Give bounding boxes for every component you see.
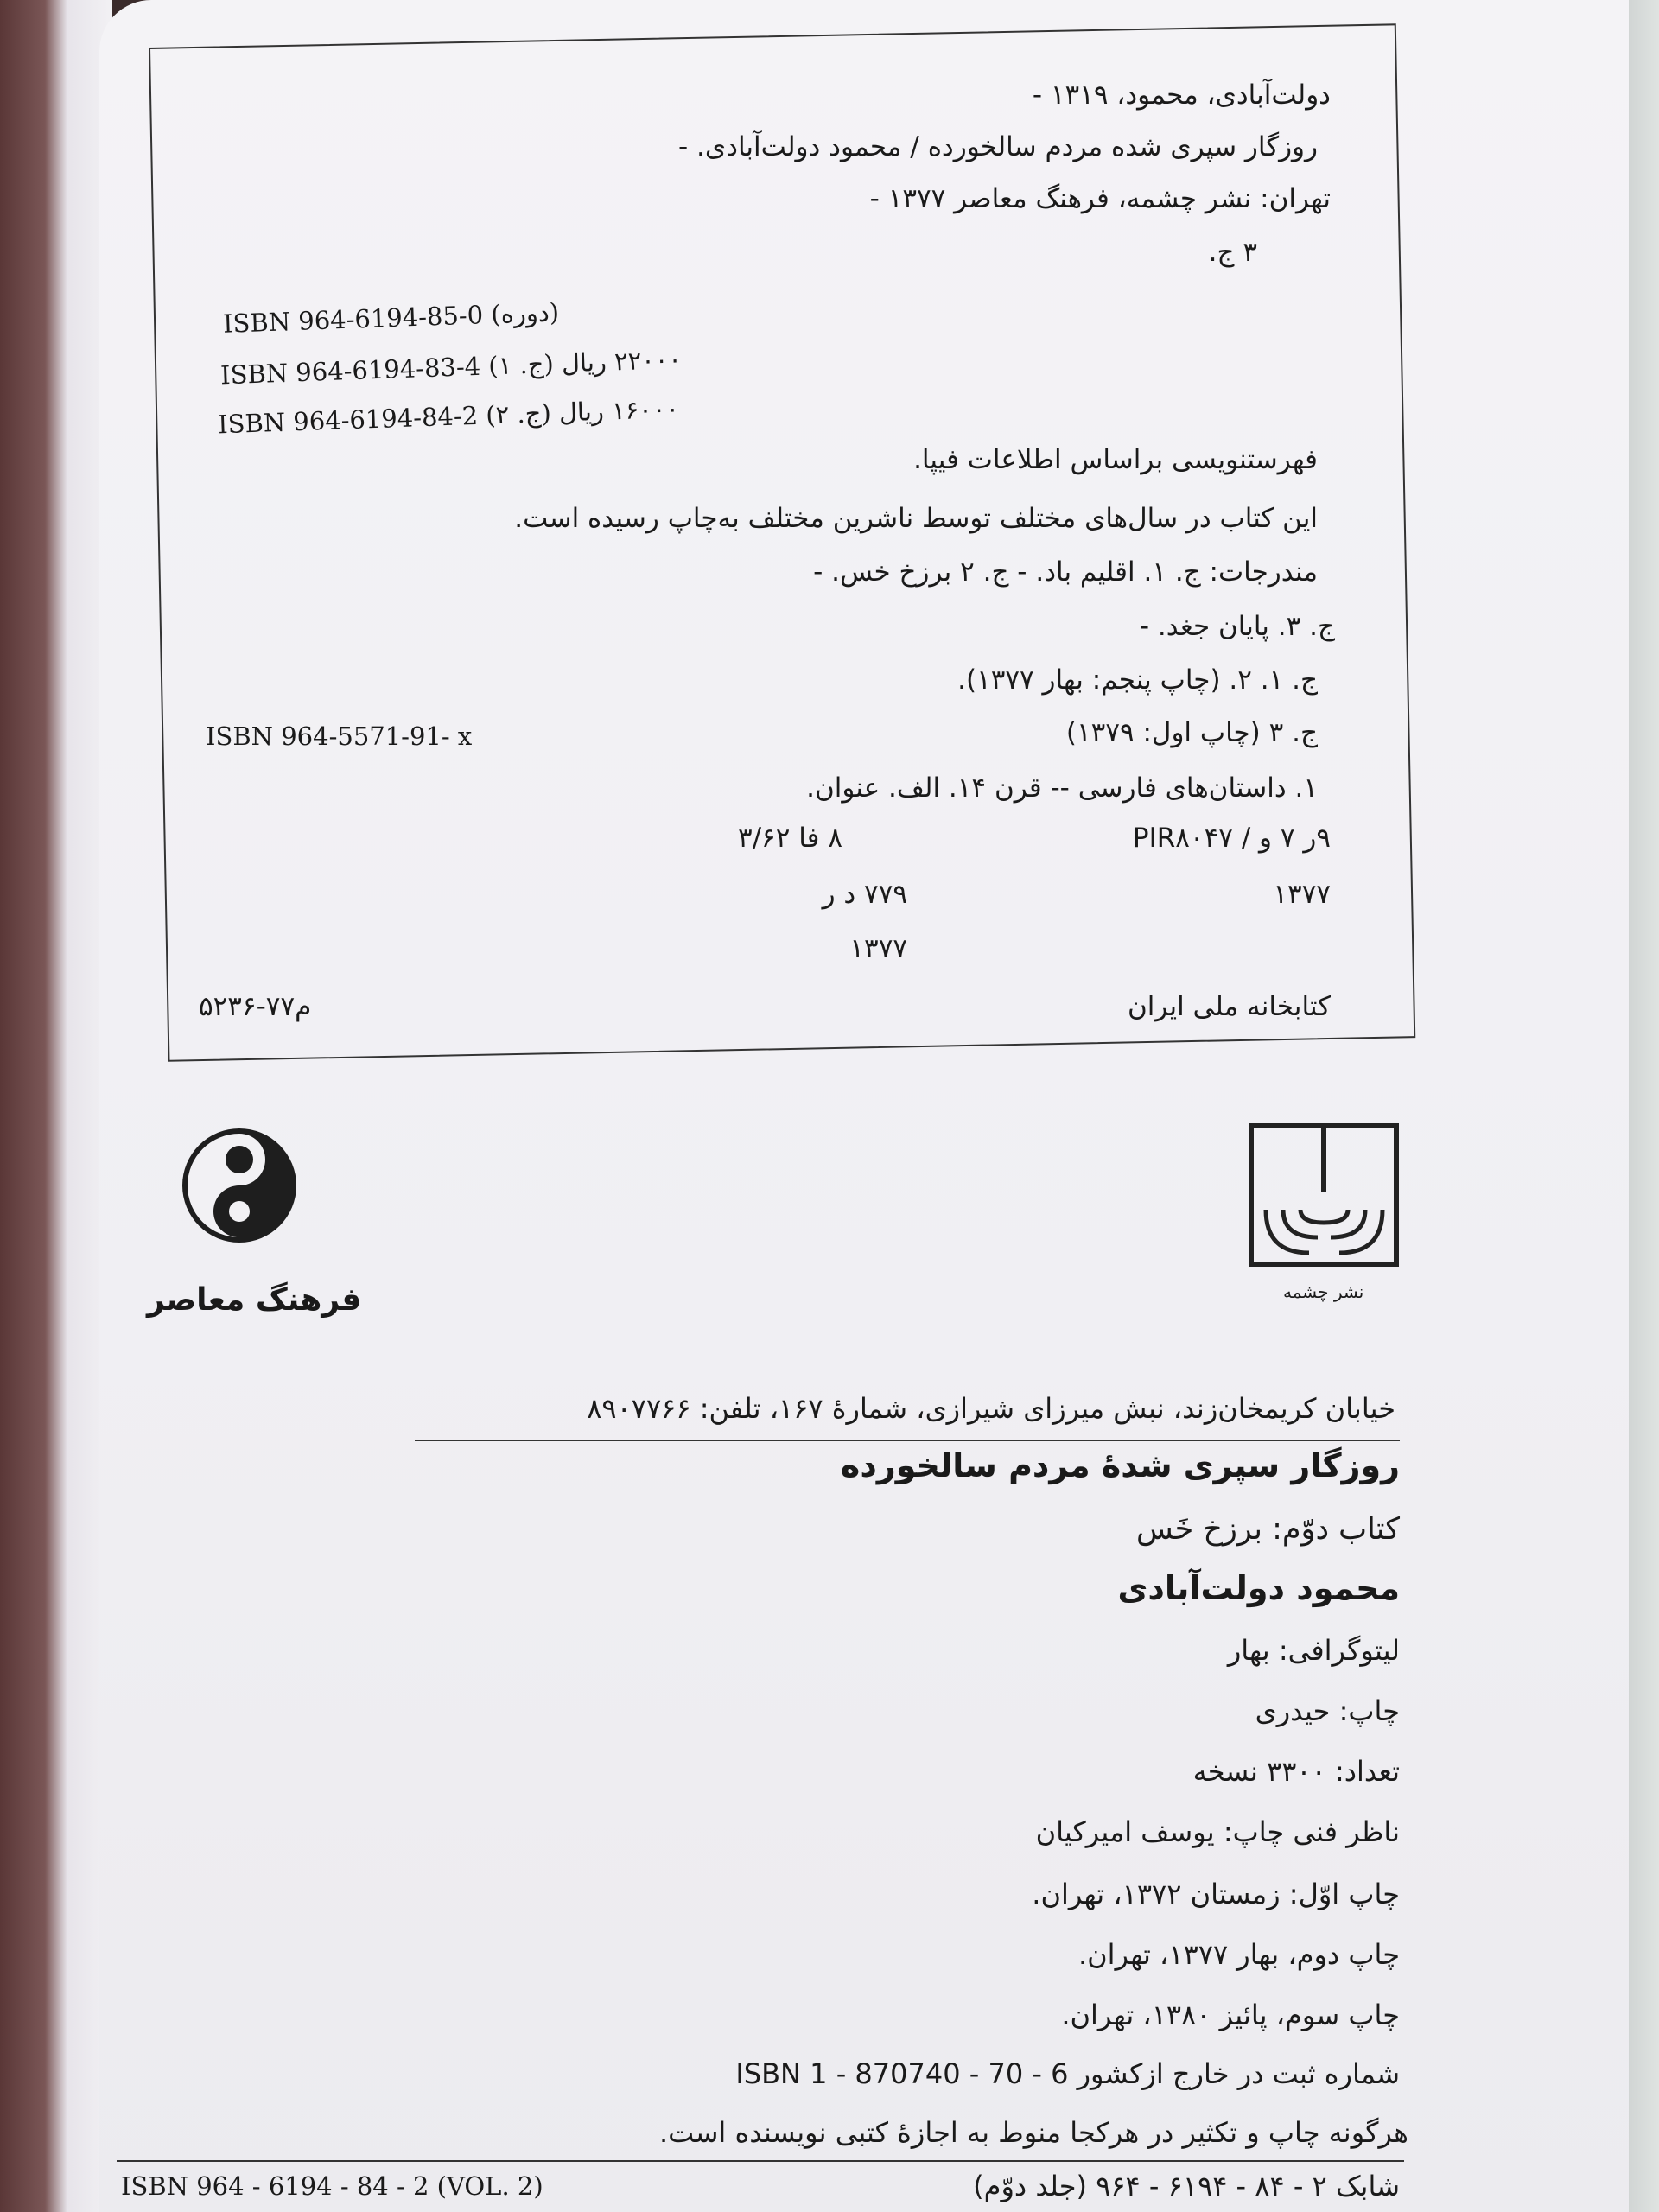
catalog-contents-2: ج. ۳. پایان جغد. -	[1139, 611, 1335, 642]
address-underline	[415, 1440, 1400, 1441]
book-edge-right	[1624, 0, 1659, 2212]
book-spine-left	[0, 0, 112, 2212]
catalog-title: روزگار سپری شده مردم سالخورده / محمود دولت‌آبادی. -	[678, 131, 1318, 162]
catalog-subject: ۱. داستان‌های فارسی -- قرن ۱۴. الف. عنوان.	[806, 772, 1318, 804]
right-logo-label: نشر چشمه	[1283, 1281, 1364, 1302]
isbn-vol1: ISBN 964-6194-83-4 (ج. ۱) ۲۲۰۰۰ ریال	[219, 344, 683, 391]
technical-supervisor: ناظر فنی چاپ: یوسف امیرکیان	[1035, 1815, 1400, 1848]
edition-third: چاپ سوم، پائیز ۱۳۸۰، تهران.	[1061, 1999, 1400, 2031]
shabak-persian: شابک ۲ - ۸۴ - ۶۱۹۴ - ۹۶۴ (جلد دوّم)	[973, 2170, 1400, 2202]
classification-2-right: ۱۳۷۷	[1273, 879, 1331, 910]
classification-3-left: ۱۳۷۷	[849, 933, 907, 964]
catalog-volumes: ۳ ج.	[1208, 237, 1257, 268]
farhang-moaser-logo-icon	[177, 1123, 302, 1249]
isbn-vol3: ISBN 964-5571-91- x	[206, 721, 473, 751]
publisher-address: خیابان کریمخان‌زند، نبش میرزای شیرازی، شمارهٔ ۱۶۷، تلفن: ۸۹۰۷۷۶۶	[587, 1392, 1395, 1425]
isbn-set: ISBN 964-6194-85-0 (دوره)	[222, 297, 560, 339]
catalog-fipa: فهرستنویسی براساس اطلاعات فیپا.	[913, 444, 1318, 475]
catalog-edition-2: ج. ۳ (چاپ اول: ۱۳۷۹)	[1065, 717, 1318, 748]
classification-1-right: ۹ر ۷ و / PIR۸۰۴۷	[1132, 823, 1331, 854]
left-logo-label: فرهنگ معاصر	[147, 1282, 362, 1318]
bottom-rule	[117, 2160, 1404, 2162]
print-count: تعداد: ۳۳۰۰ نسخه	[1192, 1755, 1400, 1788]
edition-second: چاپ دوم، بهار ۱۳۷۷، تهران.	[1078, 1938, 1400, 1971]
book-series-title: روزگار سپری شدهٔ مردم سالخورده	[840, 1446, 1400, 1484]
catalog-author: دولت‌آبادی، محمود، ۱۳۱۹ -	[1032, 79, 1331, 111]
edition-first: چاپ اوّل: زمستان ۱۳۷۲، تهران.	[1032, 1878, 1400, 1910]
lithography: لیتوگرافی: بهار	[1227, 1634, 1400, 1667]
book-volume-title: کتاب دوّم: برزخ خَس	[1136, 1512, 1400, 1547]
isbn-english: ISBN 964 - 6194 - 84 - 2 (VOL. 2)	[121, 2171, 543, 2201]
foreign-registration: شماره ثبت در خارج ازکشور ISBN 1 - 870740 - 70 - 6	[735, 2057, 1400, 2090]
isbn-vol2: ISBN 964-6194-84-2 (ج. ۲) ۱۶۰۰۰ ریال	[217, 393, 680, 440]
catalog-note: این کتاب در سال‌های مختلف توسط ناشرین مختلف به‌چاپ رسیده است.	[514, 503, 1318, 534]
national-library: کتابخانه ملی ایران	[1127, 991, 1331, 1022]
book-author: محمود دولت‌آبادی	[1117, 1569, 1400, 1607]
printer: چاپ: حیدری	[1255, 1694, 1400, 1727]
classification-1-left: ۸ فا ۳/۶۲	[737, 823, 842, 854]
catalog-publisher: تهران: نشر چشمه، فرهنگ معاصر ۱۳۷۷ -	[869, 183, 1331, 214]
cheshmeh-logo-icon	[1249, 1123, 1400, 1292]
catalog-frame	[149, 23, 1415, 1062]
catalog-contents-1: مندرجات: ج. ۱. اقلیم باد. - ج. ۲ برزخ خس. -	[813, 556, 1318, 588]
record-number: م۷۷-۵۲۳۶	[199, 991, 312, 1022]
classification-2-left: ۷۷۹ د ر	[822, 879, 907, 910]
catalog-edition-1: ج. ۱. ۲. (چاپ پنجم: بهار ۱۳۷۷).	[957, 664, 1318, 696]
copyright-notice: هرگونه چاپ و تکثیر در هرکجا منوط به اجازهٔ کتبی نویسنده است.	[658, 2116, 1408, 2149]
